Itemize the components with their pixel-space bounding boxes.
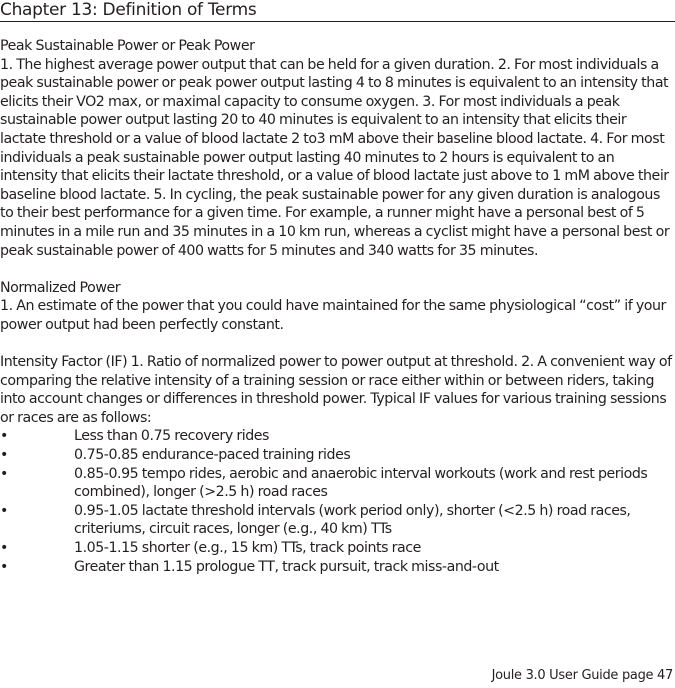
- term-peak-power: Peak Sustainable Power or Peak Power: [0, 38, 255, 54]
- bullet-icon: •: [0, 540, 8, 557]
- bullet-icon: •: [0, 447, 8, 464]
- list-item: [0, 465, 672, 502]
- section-gap: [0, 260, 672, 279]
- definition-intensity-factor: Intensity Factor (IF) 1. Ratio of normalized power to power output at threshold. 2. A convenient way of comparing the relative intensity of a training session or race either within or between riders, taking into account changes or differences in threshold power. Typical IF values for various training sessions or races are as follows:: [0, 354, 672, 426]
- bullet-icon: •: [0, 465, 8, 482]
- list-item: [0, 427, 672, 446]
- definitions-content: [0, 37, 672, 576]
- bullet-icon: •: [0, 428, 8, 445]
- section-gap: [0, 335, 672, 354]
- page-footer: Joule 3.0 User Guide page 47: [491, 668, 673, 683]
- bullet-icon: •: [0, 558, 8, 575]
- list-item: [0, 446, 672, 465]
- list-item-text: 0.85-0.95 tempo rides, aerobic and anaerobic interval workouts (work and rest periods combined), longer (>2.5 h) road races: [74, 465, 648, 501]
- list-item: [0, 502, 672, 539]
- list-item: [0, 539, 672, 558]
- list-item-text: 1.05-1.15 shorter (e.g., 15 km) TTs, track points race: [74, 540, 421, 557]
- chapter-title: Chapter 13: Definition of Terms: [0, 0, 257, 20]
- definition-normalized-power: 1. An estimate of the power that you could have maintained for the same physiological “cost” if your power output had been perfectly constant.: [0, 298, 666, 333]
- list-item-text: 0.95-1.05 lactate threshold intervals (work period only), shorter (<2.5 h) road races, criteriums, circuit races, longer (e.g., 40 km) TTs: [74, 502, 631, 538]
- list-item-text: Less than 0.75 recovery rides: [74, 428, 269, 445]
- term-normalized-power: Normalized Power: [0, 279, 121, 296]
- if-values-list: [0, 427, 672, 576]
- bullet-icon: •: [0, 502, 8, 519]
- list-item-text: 0.75-0.85 endurance-paced training rides: [74, 447, 351, 464]
- list-item: [0, 558, 672, 577]
- definition-peak-power: 1. The highest average power output that can be held for a given duration. 2. For most individuals a peak sustainable power or peak power output lasting 4 to 8 minutes is equivalent to an intensity that elicits their VO2 max, or maximal capacity to consume oxygen. 3. For most individuals a peak sustainable power output lasting 20 to 40 minutes is equivalent to an intensity that elicits their lactate threshold or a value of blood lactate 2 to3 mM above their baseline blood lactate. 4. For most individuals a peak sustainable power output lasting 40 minutes to 2 hours is equivalent to an intensity that elicits their lactate threshold, or a value of blood lactate just above to 1 mM above their baseline blood lactate. 5. In cycling, the peak sustainable power for any given duration is analogous to their best performance for a given time. For example, a runner might have a personal best of 5 minutes in a mile run and 35 minutes in a 10 km run, whereas a cyclist might have a personal best or peak sustainable power of 400 watts for 5 minutes and 340 watts for 35 minutes.: [0, 56, 670, 259]
- page-header: [0, 0, 675, 22]
- list-item-text: Greater than 1.15 prologue TT, track pursuit, track miss-and-out: [74, 558, 499, 575]
